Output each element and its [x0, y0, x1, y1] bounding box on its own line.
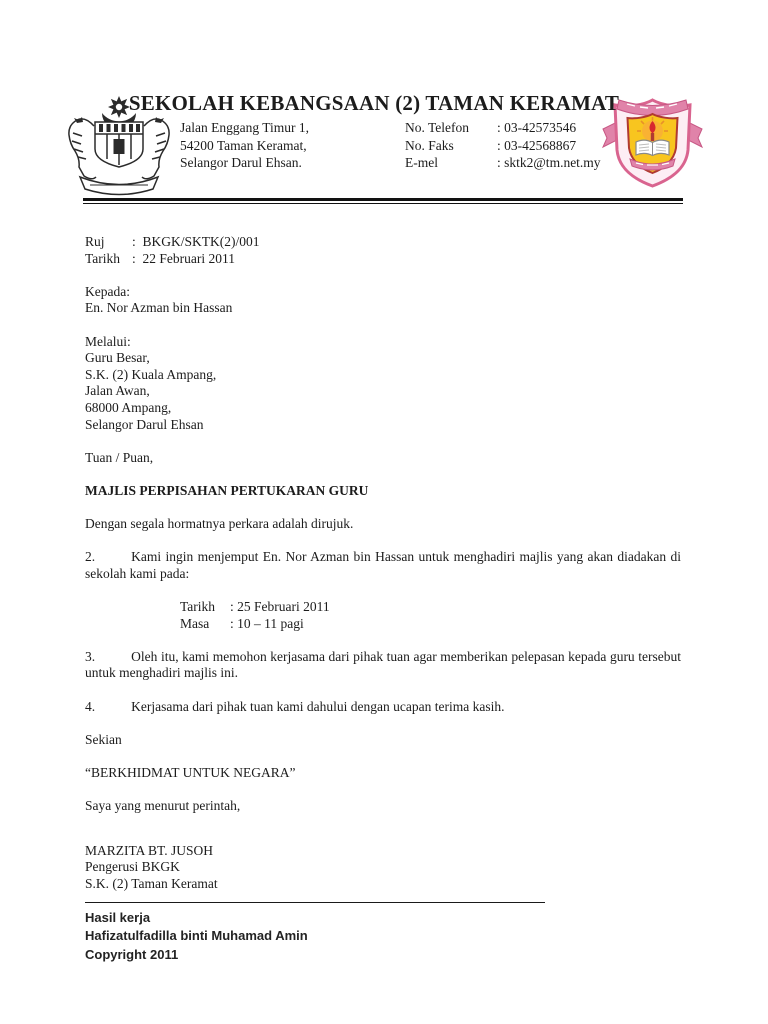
- paragraph-2: [85, 549, 681, 582]
- via-line: Guru Besar,: [85, 350, 150, 366]
- letterhead-divider: [83, 198, 683, 204]
- ref-value: : BKGK/SKTK(2)/001: [132, 234, 260, 249]
- ref-row: [85, 234, 681, 251]
- date-row: [85, 251, 681, 268]
- reference-block: [85, 234, 681, 267]
- address-line: 54200 Taman Keramat,: [180, 137, 307, 153]
- signature-block: [85, 843, 681, 893]
- email-value: : sktk2@tm.net.my: [497, 155, 601, 170]
- paragraph-4: [85, 699, 681, 716]
- date-value: : 22 Februari 2011: [132, 250, 235, 266]
- footer-line: Hafizatulfadilla binti Muhamad Amin: [85, 928, 308, 944]
- letterhead: [0, 0, 768, 210]
- signatory-name: MARZITA BT. JUSOH: [85, 842, 214, 858]
- email-row: [405, 154, 601, 172]
- event-time-row: [180, 616, 681, 633]
- fax-label: No. Faks: [405, 137, 454, 153]
- phone-row: [405, 119, 601, 137]
- subject-line: MAJLIS PERPISAHAN PERTUKARAN GURU: [85, 482, 369, 498]
- sekian-line: Sekian: [85, 731, 122, 747]
- event-time-label: Masa: [180, 615, 210, 631]
- melalui-heading: Melalui:: [85, 333, 131, 349]
- event-details: [180, 599, 681, 632]
- paragraph-2-number: 2.: [85, 549, 96, 565]
- footer-divider: [85, 902, 545, 903]
- via-line: Jalan Awan,: [85, 383, 150, 399]
- address-line: Selangor Darul Ehsan.: [180, 155, 302, 170]
- paragraph-4-number: 4.: [85, 698, 96, 714]
- date-label: Tarikh: [85, 250, 121, 266]
- salutation: Tuan / Puan,: [85, 449, 154, 465]
- school-address: [180, 119, 309, 172]
- footer-line: Copyright 2011: [85, 946, 179, 962]
- via-line: S.K. (2) Kuala Ampang,: [85, 366, 217, 382]
- signatory-org: S.K. (2) Taman Keramat: [85, 875, 218, 891]
- phone-value: : 03-42573546: [497, 120, 577, 135]
- paragraph-3-number: 3.: [85, 648, 96, 664]
- paragraph-4-text: Kerjasama dari pihak tuan kami dahului dengan ucapan terima kasih.: [131, 698, 505, 714]
- footer-line: Hasil kerja: [85, 909, 151, 925]
- ref-label: Ruj: [85, 234, 105, 249]
- paragraph-3: [85, 649, 681, 682]
- paragraph-1: Dengan segala hormatnya perkara adalah dirujuk.: [85, 516, 354, 532]
- via-line: Selangor Darul Ehsan: [85, 416, 204, 432]
- school-name: SEKOLAH KEBANGSAAN (2) TAMAN KERAMAT: [128, 91, 620, 115]
- paragraph-3-text: Oleh itu, kami memohon kerjasama dari pihak tuan agar memberikan pelepasan kepada guru tersebut untuk menghadiri majlis ini.: [85, 648, 681, 681]
- event-time-value: : 10 – 11 pagi: [230, 615, 304, 631]
- address-line: Jalan Enggang Timur 1,: [180, 120, 310, 135]
- phone-label: No. Telefon: [405, 120, 470, 135]
- signatory-title: Pengerusi BKGK: [85, 859, 180, 875]
- paragraph-2-text: Kami ingin menjemput En. Nor Azman bin Hassan untuk menghadiri majlis yang akan diadakan di sekolah kami pada:: [85, 549, 681, 581]
- motto-line: “BERKHIDMAT UNTUK NEGARA”: [85, 765, 296, 780]
- fax-row: [405, 137, 601, 155]
- fax-value: : 03-42568867: [497, 137, 577, 153]
- recipient-block: [85, 284, 681, 317]
- via-line: 68000 Ampang,: [85, 399, 172, 415]
- event-date-row: [180, 599, 681, 616]
- recipient-name: En. Nor Azman bin Hassan: [85, 300, 233, 316]
- kepada-heading: Kepada:: [85, 283, 130, 299]
- credits-footer: [85, 909, 681, 965]
- sign-off-line: Saya yang menurut perintah,: [85, 798, 241, 814]
- school-contact: [405, 119, 601, 172]
- event-date-label: Tarikh: [180, 599, 216, 615]
- email-label: E-mel: [405, 155, 438, 170]
- via-block: [85, 334, 681, 434]
- letter-body: [85, 234, 681, 964]
- event-date-value: : 25 Februari 2011: [230, 599, 330, 615]
